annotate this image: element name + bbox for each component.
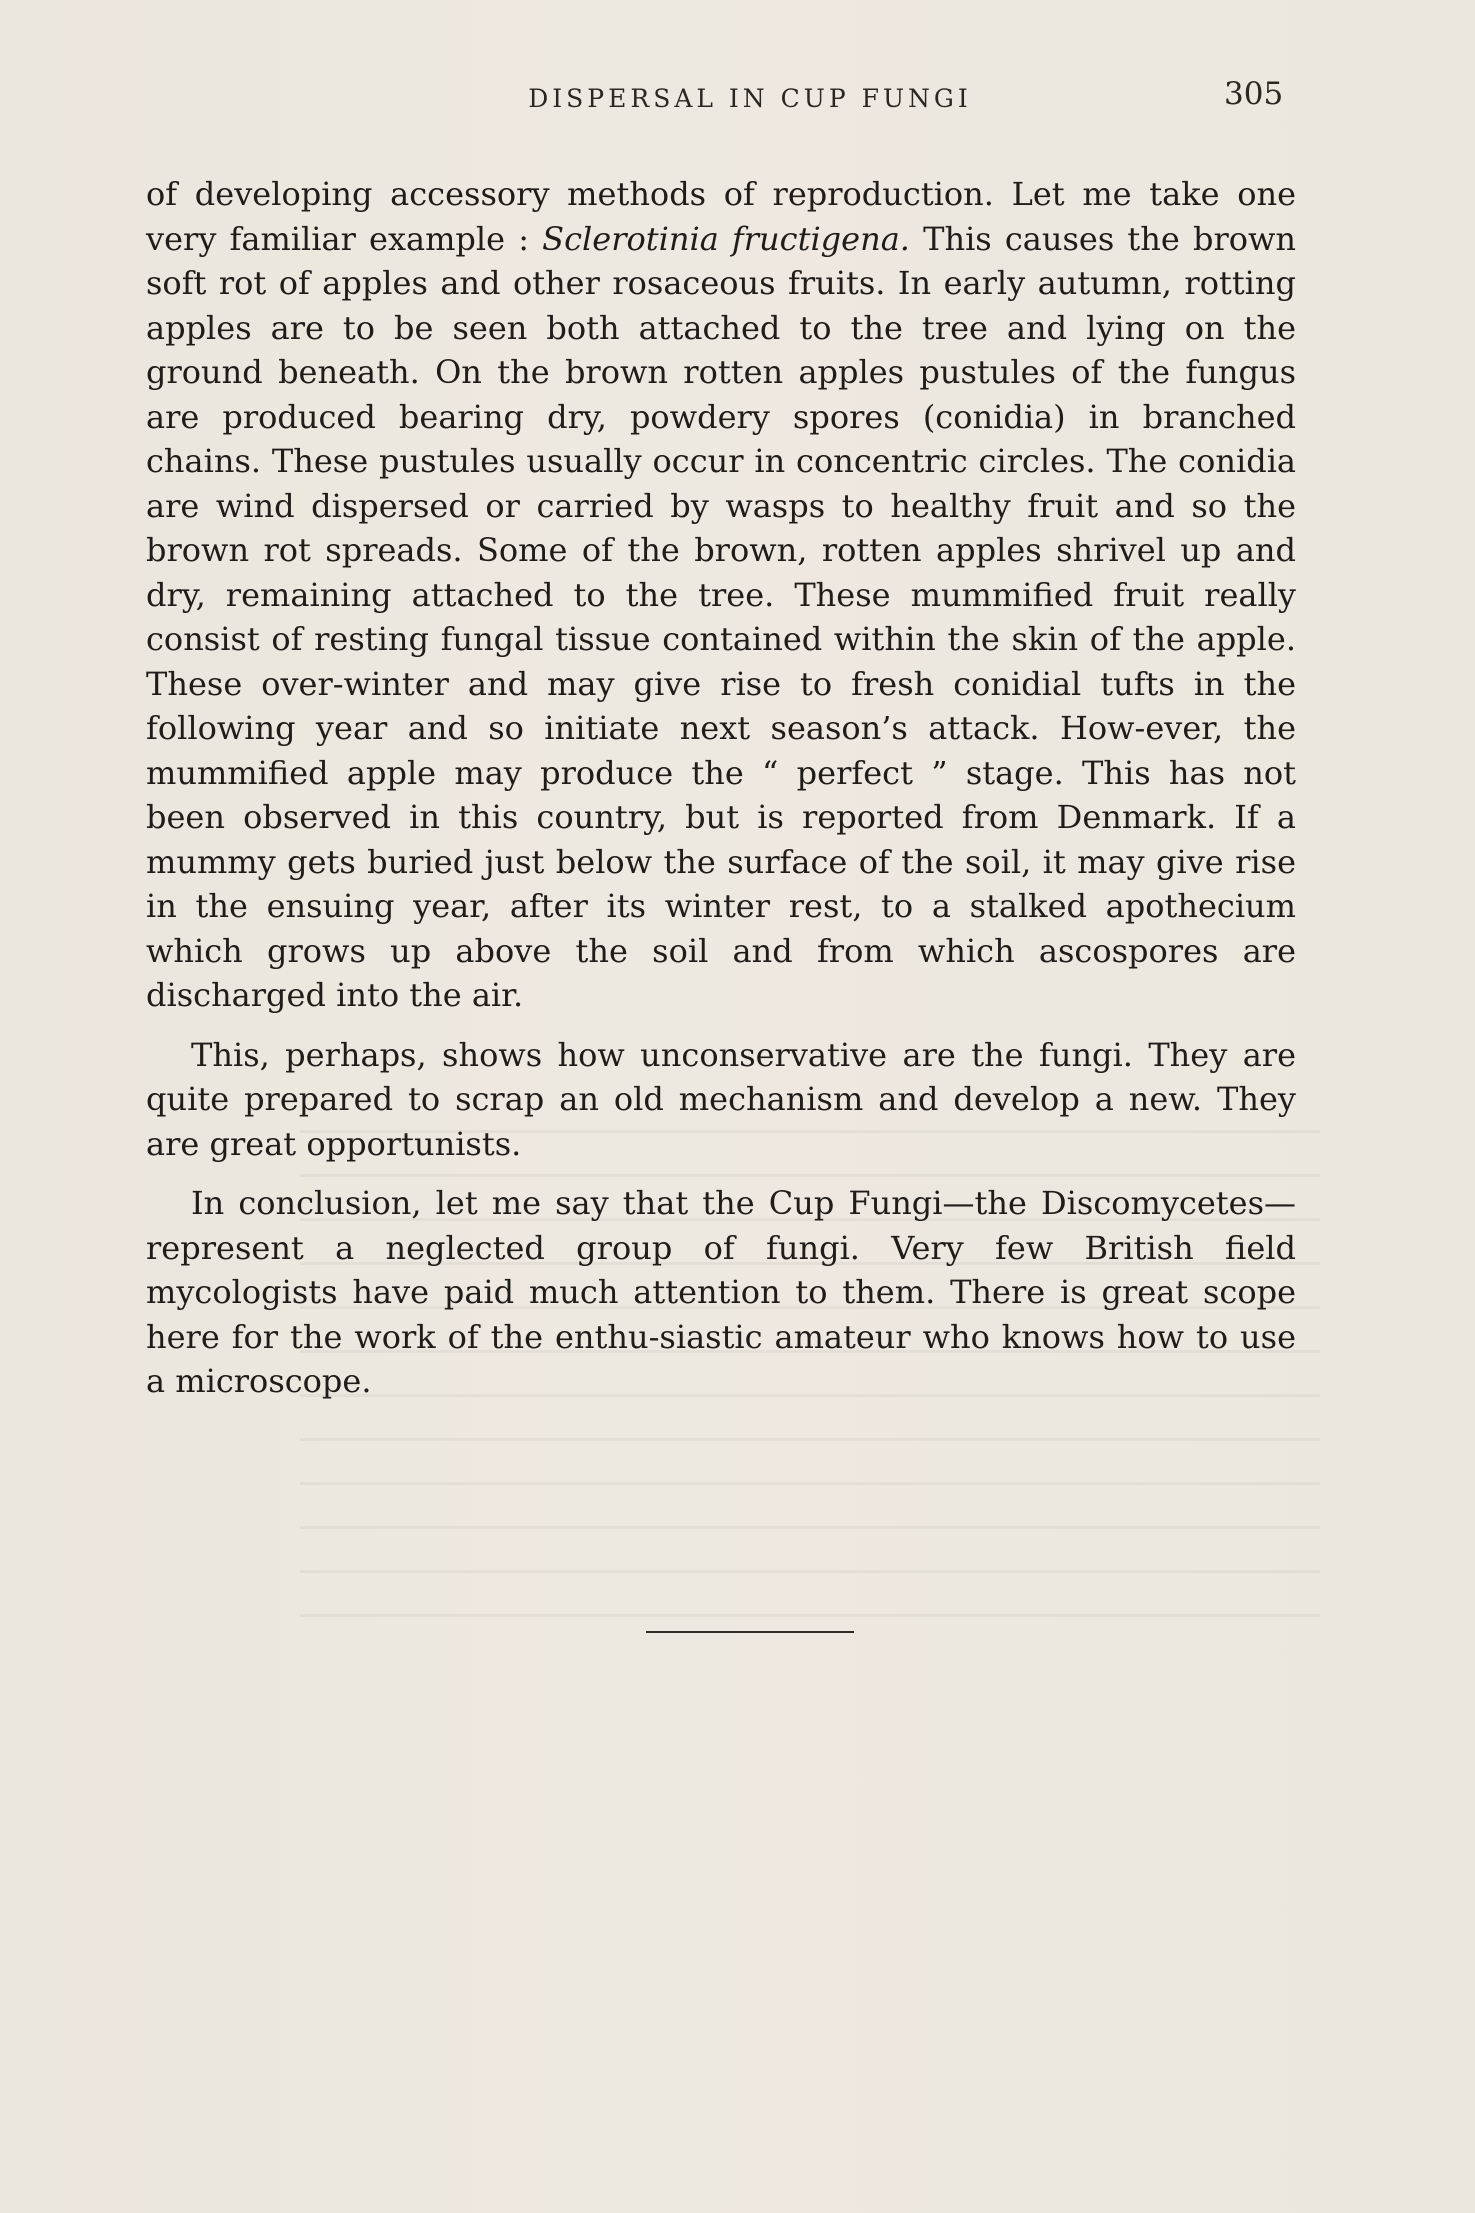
paragraph-1-text-b: This causes the brown soft rot of apples and other rosaceous fruits. In early autumn, rotting apples are to be seen both attached to the tree and lying on the ground beneath. On the brown rotten apples pustules of the fungus are produced bearing dry, powdery spores (conidia) in branched chains. These pustules usually occur in concentric circles. The conidia are wind dispersed or carried by wasps to healthy fruit and so the brown rot spreads. Some of the brown, rotten apples shrivel up and dry, remaining attached to the tree. These mummified fruit really consist of resting fungal tissue contained within the skin of the apple. These over-winter and may give rise to fresh conidial tufts in the following year and so initiate next season’s attack. How-ever, the mummified apple may produce the “ perfect ” stage. This has not been observed in this country, but is reported from Denmark. If a mummy gets buried just below the surface of the soil, it may give rise in the ensuing year, after its winter rest, to a stalked apothecium which grows up above the soil and from which ascospores are discharged into the air.	[146, 219, 1297, 1014]
paragraph-sclerotinia	[146, 172, 1296, 1018]
running-head: DISPERSAL IN CUP FUNGI	[528, 84, 972, 113]
species-name: Sclerotinia fructigena.	[542, 219, 910, 258]
section-end-rule	[646, 1631, 854, 1633]
paragraph-1-text-a: of developing accessory methods of reproduction. Let me take one very familiar example :	[146, 175, 1296, 258]
body-text	[146, 172, 1296, 1404]
paragraph-conclusion: In conclusion, let me say that the Cup Fungi—the Discomycetes—represent a neglected group of fungi. Very few British field mycologists have paid much attention to them. There is great scope here for the work of the enthu-siastic amateur who knows how to use a microscope.	[146, 1184, 1296, 1400]
page-number: 305	[1224, 76, 1284, 112]
paragraph-opportunists: This, perhaps, shows how unconservative are the fungi. They are quite prepared to scrap an old mechanism and develop a new. They are great opportunists.	[146, 1035, 1296, 1163]
